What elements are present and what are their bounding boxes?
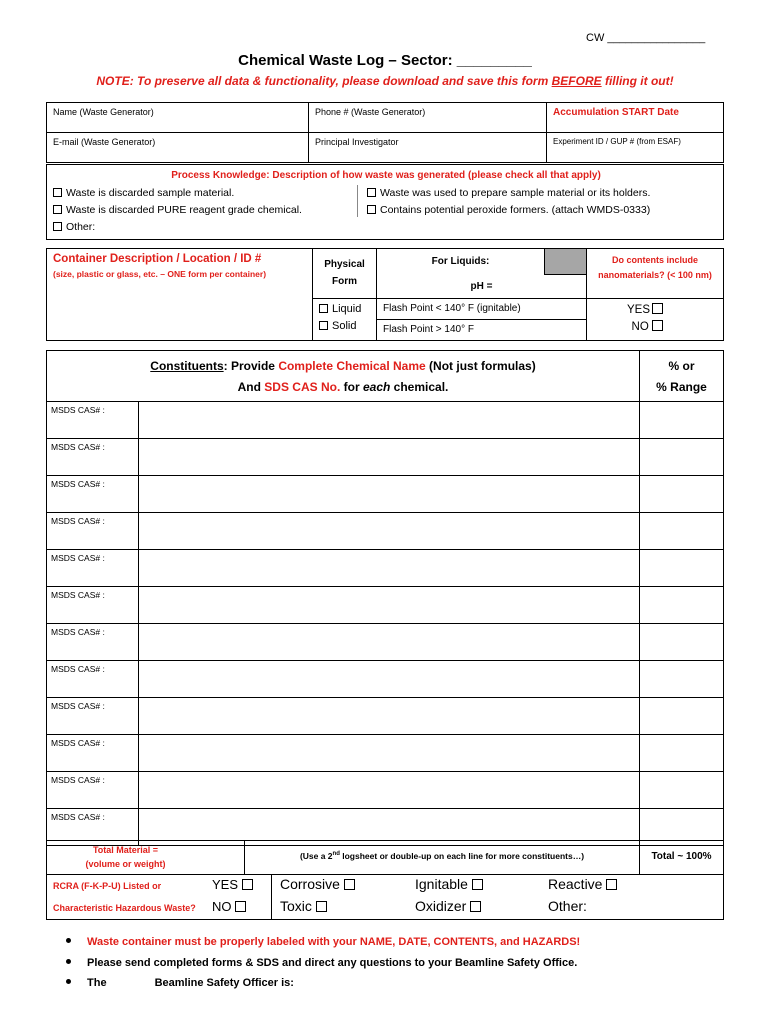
checkbox-icon[interactable] — [652, 320, 663, 331]
percent-field[interactable] — [640, 624, 724, 661]
checkbox-icon[interactable] — [367, 188, 376, 197]
bullet-labeling: Waste container must be properly labeled with your NAME, DATE, CONTENTS, and HAZARDS! — [66, 936, 580, 948]
container-desc-sub: (size, plastic or glass, etc. – ONE form per container) — [53, 269, 267, 279]
checkbox-icon[interactable] — [53, 188, 62, 197]
checkbox-icon[interactable] — [472, 879, 483, 890]
chemical-name-field[interactable] — [139, 476, 640, 513]
rcra-label: RCRA (F-K-P-U) Listed or — [53, 881, 162, 891]
liquid-option[interactable]: Liquid — [319, 303, 376, 315]
container-table — [46, 248, 724, 341]
container-description-field[interactable] — [47, 249, 313, 341]
checkbox-icon[interactable] — [367, 205, 376, 214]
checkbox-icon[interactable] — [319, 321, 328, 330]
chemical-name-field[interactable] — [139, 772, 640, 809]
corrosive-option[interactable]: Corrosive — [280, 876, 355, 892]
flash-point-high[interactable]: Flash Point > 140° F — [383, 324, 474, 335]
rcra-no-option[interactable]: NO — [212, 899, 246, 914]
cas-label: MSDS CAS# : — [47, 661, 139, 698]
checkbox-icon[interactable] — [652, 303, 663, 314]
constituents-header: Constituents: Provide Complete Chemical Name (Not just formulas) And SDS CAS No. for each chemical. — [47, 351, 640, 402]
checkbox-icon[interactable] — [470, 901, 481, 912]
accumulation-date-field[interactable]: Accumulation START Date — [547, 103, 724, 133]
checkbox-icon[interactable] — [316, 901, 327, 912]
bullet-send-forms: Please send completed forms & SDS and direct any questions to your Beamline Safety Office. — [66, 957, 577, 969]
checkbox-icon[interactable] — [53, 222, 62, 231]
constituents-table — [46, 350, 724, 846]
opt-other[interactable]: Other: — [53, 221, 95, 233]
percent-field[interactable] — [640, 661, 724, 698]
divider — [271, 874, 272, 920]
experiment-id-field[interactable]: Experiment ID / GUP # (from ESAF) — [547, 133, 724, 163]
checkbox-icon[interactable] — [344, 879, 355, 890]
oxidizer-option[interactable]: Oxidizer — [415, 898, 481, 914]
cas-label: MSDS CAS# : — [47, 439, 139, 476]
cas-label: MSDS CAS# : — [47, 772, 139, 809]
divider — [357, 185, 358, 217]
cas-label: MSDS CAS# : — [47, 587, 139, 624]
cas-label: MSDS CAS# : — [47, 402, 139, 439]
percent-field[interactable] — [640, 513, 724, 550]
cas-label: MSDS CAS# : — [47, 624, 139, 661]
physical-form-options — [313, 299, 377, 341]
percent-field[interactable] — [640, 550, 724, 587]
nano-no-option[interactable]: NO — [587, 320, 663, 333]
chemical-name-field[interactable] — [139, 513, 640, 550]
chemical-name-field[interactable] — [139, 661, 640, 698]
cas-label: MSDS CAS# : — [47, 735, 139, 772]
percent-field[interactable] — [640, 587, 724, 624]
form-title: Chemical Waste Log – Sector: _________ — [238, 52, 532, 69]
chemical-name-field[interactable] — [139, 402, 640, 439]
flash-point-low[interactable]: Flash Point < 140° F (ignitable) — [377, 299, 586, 320]
toxic-option[interactable]: Toxic — [280, 898, 327, 914]
chemical-name-field[interactable] — [139, 550, 640, 587]
cas-label: MSDS CAS# : — [47, 698, 139, 735]
checkbox-icon[interactable] — [235, 901, 246, 912]
container-desc-title: Container Description / Location / ID # — [53, 253, 262, 265]
nanomaterials-question: Do contents include nanomaterials? (< 100 nm) — [587, 249, 724, 299]
checkbox-icon[interactable] — [606, 879, 617, 890]
cas-label: MSDS CAS# : — [47, 513, 139, 550]
percent-field[interactable] — [640, 698, 724, 735]
physical-form-header: Physical Form — [313, 249, 377, 299]
bullet-safety-officer: The Beamline Safety Officer is: — [66, 977, 294, 989]
chemical-name-field[interactable] — [139, 698, 640, 735]
for-liquids-label: For Liquids: — [377, 249, 545, 275]
bullet-icon — [66, 979, 71, 984]
percent-field[interactable] — [640, 476, 724, 513]
total-material-field[interactable]: Total Material = (volume or weight) — [47, 841, 245, 875]
nano-yes-option[interactable]: YES — [587, 303, 663, 316]
opt-sample-material[interactable]: Waste is discarded sample material. — [53, 187, 234, 199]
percent-field[interactable] — [640, 439, 724, 476]
chemical-name-field[interactable] — [139, 587, 640, 624]
percent-field[interactable] — [640, 735, 724, 772]
name-field[interactable]: Name (Waste Generator) — [47, 103, 309, 133]
chemical-name-field[interactable] — [139, 439, 640, 476]
percent-field[interactable] — [640, 772, 724, 809]
generator-info-table — [46, 102, 724, 163]
ignitable-option[interactable]: Ignitable — [415, 876, 483, 892]
bullet-icon — [66, 959, 71, 964]
pi-field[interactable]: Principal Investigator — [309, 133, 547, 163]
checkbox-icon[interactable] — [319, 304, 328, 313]
opt-pure-reagent[interactable]: Waste is discarded PURE reagent grade chemical. — [53, 204, 302, 216]
shaded-cell — [545, 249, 587, 275]
save-note: NOTE: To preserve all data & functionality, please download and save this form BEFORE filling it out! — [96, 74, 674, 88]
process-knowledge-section — [46, 164, 724, 240]
cas-label: MSDS CAS# : — [47, 476, 139, 513]
logsheet-note: (Use a 2nd logsheet or double-up on each line for more constituents…) — [245, 841, 640, 875]
other-hazard-field[interactable]: Other: — [548, 898, 587, 914]
process-title: Process Knowledge: Description of how waste was generated (please check all that apply) — [171, 170, 601, 181]
ph-field[interactable]: pH = — [377, 275, 587, 299]
total-percent: Total ~ 100% — [640, 841, 724, 875]
reactive-option[interactable]: Reactive — [548, 876, 617, 892]
email-field[interactable]: E-mail (Waste Generator) — [47, 133, 309, 163]
opt-peroxide[interactable]: Contains potential peroxide formers. (attach WMDS-0333) — [367, 204, 650, 216]
cw-number-field[interactable]: CW ________________ — [586, 32, 706, 44]
chemical-name-field[interactable] — [139, 624, 640, 661]
bullet-icon — [66, 938, 71, 943]
hazards-section — [46, 874, 724, 920]
cas-label: MSDS CAS# : — [47, 809, 139, 846]
cas-label: MSDS CAS# : — [47, 550, 139, 587]
rcra-yes-option[interactable]: YES — [212, 877, 253, 892]
characteristic-label: Characteristic Hazardous Waste? — [53, 903, 196, 913]
checkbox-icon[interactable] — [53, 205, 62, 214]
checkbox-icon[interactable] — [242, 879, 253, 890]
percent-header: % or % Range — [640, 351, 724, 402]
opt-prepare-sample[interactable]: Waste was used to prepare sample material or its holders. — [367, 187, 650, 199]
phone-field[interactable]: Phone # (Waste Generator) — [309, 103, 547, 133]
flash-point-options — [377, 299, 587, 341]
totals-table — [46, 840, 724, 875]
percent-field[interactable] — [640, 402, 724, 439]
nano-yes-no — [587, 299, 724, 341]
chemical-name-field[interactable] — [139, 735, 640, 772]
solid-option[interactable]: Solid — [319, 320, 376, 332]
